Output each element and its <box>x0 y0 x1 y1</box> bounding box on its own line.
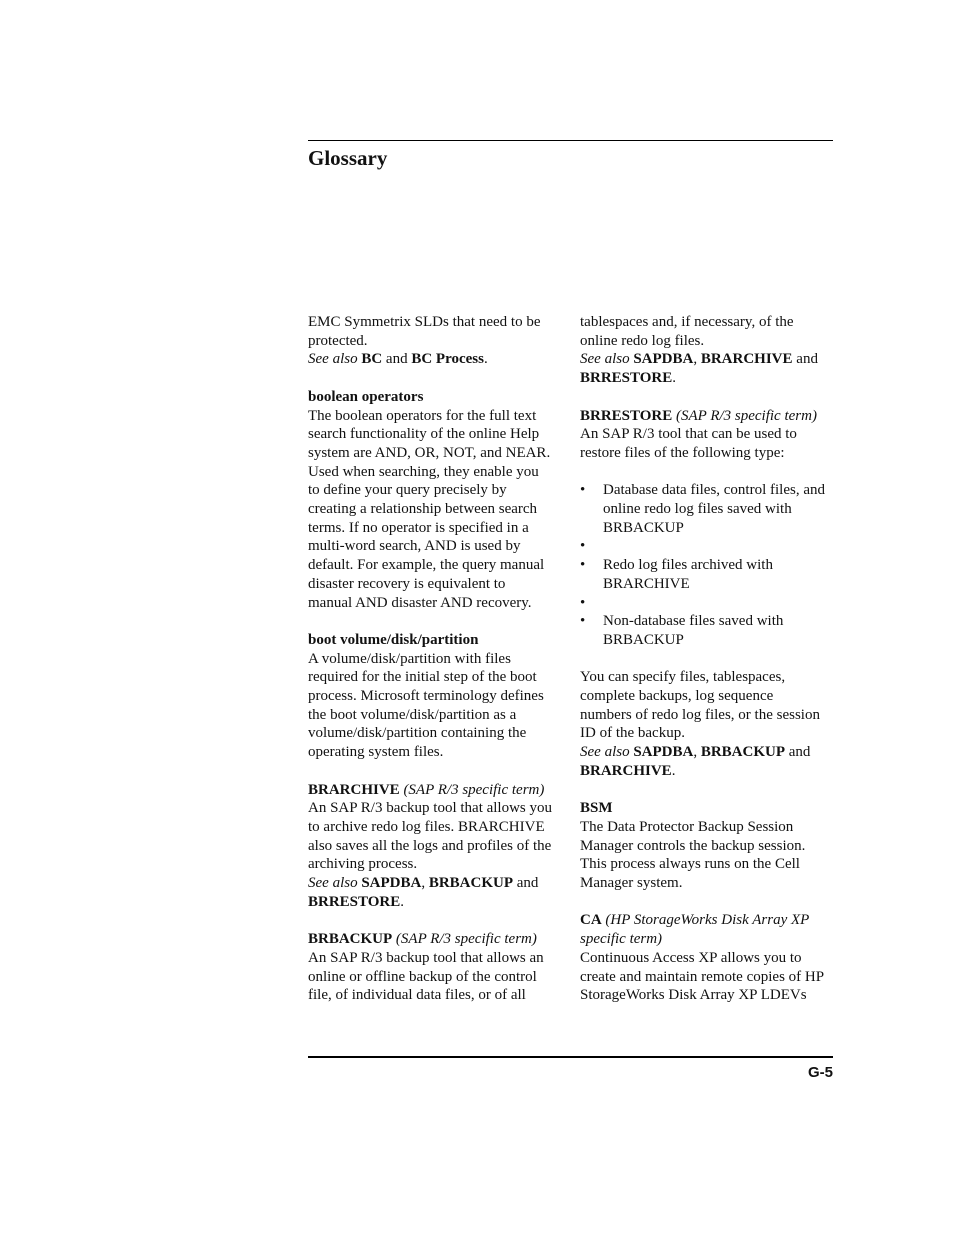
entry-text-line: online or offline backup of the control <box>308 968 537 985</box>
entry-text-line: ID of the backup. <box>580 725 685 742</box>
entry-text-line: operating system files. <box>308 744 444 761</box>
see-also-link[interactable]: BRBACKUP <box>700 744 786 761</box>
entry-text-line: multi-word search, AND is used by <box>308 538 521 555</box>
entry-heading <box>308 930 560 949</box>
entry-text-line: the boot volume/disk/partition as a <box>308 706 517 723</box>
entry-text-line: restore files of the following type: <box>580 444 785 461</box>
entry-bc-continuation <box>308 313 560 369</box>
entry-text-line: protected. <box>308 332 368 349</box>
footer-rule <box>308 1056 833 1058</box>
entry-text-line: Continuous Access XP allows you to <box>580 949 802 966</box>
entry-text-line: archiving process. <box>308 856 418 873</box>
entry-brbackup-continuation <box>580 313 832 388</box>
entry-qualifier: (SAP R/3 specific term) <box>395 931 537 948</box>
entry-text-line: The boolean operators for the full text <box>308 407 537 424</box>
entry-text-line: An SAP R/3 tool that can be used to <box>580 426 797 443</box>
see-also-and: and <box>788 744 811 761</box>
entry-qualifier: (SAP R/3 specific term) <box>676 407 817 424</box>
entry-text-line: numbers of redo log files, or the session <box>580 706 820 723</box>
bullet-text-line: online redo log files saved with <box>603 501 792 517</box>
entry-term: BSM <box>580 800 613 817</box>
bullet-text-line: • Non-database files saved with <box>603 613 784 630</box>
entry-text-line: volume/disk/partition containing the <box>308 725 527 742</box>
entry-text-line: file, of individual data files, or of all <box>308 987 526 1004</box>
see-also-line: BRRESTORE. <box>580 370 677 387</box>
see-also-label: See also <box>580 351 630 368</box>
entry-text-line: The Data Protector Backup Session <box>580 818 794 835</box>
entry-text-line: to define your query precisely by <box>308 482 507 499</box>
entry-heading <box>308 781 560 800</box>
entry-text-line: also saves all the logs and profiles of the <box>308 837 552 854</box>
see-also-and: and <box>385 351 408 368</box>
see-also-link[interactable]: BRBACKUP <box>428 875 514 892</box>
entry-text-line: required for the initial step of the boot <box>308 669 537 686</box>
entry-text-line: This process always runs on the Cell <box>580 856 800 873</box>
see-also-link[interactable]: BC <box>361 351 383 368</box>
entry-text-line: A volume/disk/partition with files <box>308 650 511 667</box>
entry-term: BRARCHIVE <box>308 781 400 798</box>
header-rule <box>308 140 833 141</box>
page-number: G-5 <box>807 1064 833 1081</box>
see-also-link[interactable]: SAPDBA <box>361 875 422 892</box>
entry-text-line: online redo log files. <box>580 332 705 349</box>
entry-ca <box>580 911 832 1005</box>
entry-text-line: An SAP R/3 backup tool that allows you <box>308 800 553 817</box>
see-also-line: BRRESTORE. <box>308 893 405 910</box>
bullet-item <box>580 556 832 593</box>
entry-brbackup <box>308 930 560 1005</box>
entry-text-line: process. Microsoft terminology defines <box>308 688 544 705</box>
glossary-column-left <box>308 313 560 1005</box>
see-also-line: See also BC and BC Process. <box>308 351 488 368</box>
entry-brrestore <box>580 407 832 781</box>
entry-term: boot volume/disk/partition <box>308 631 479 648</box>
bullet-list <box>580 481 832 649</box>
glossary-column-right <box>580 313 832 1005</box>
bullet-text-line: BRARCHIVE <box>603 575 690 592</box>
bullet-text-line: • Database data files, control files, and <box>603 482 825 499</box>
see-also-link[interactable]: BRRESTORE <box>308 893 401 910</box>
bullet-item <box>580 481 832 537</box>
entry-text-line: search functionality of the online Help <box>308 426 540 443</box>
see-also-link[interactable]: SAPDBA <box>633 351 694 368</box>
see-also-and: and <box>796 351 818 368</box>
entry-text-line: StorageWorks Disk Array XP LDEVs <box>580 987 807 1004</box>
entry-heading <box>580 911 832 930</box>
see-also-link[interactable]: SAPDBA <box>633 744 694 761</box>
see-also-label: See also <box>580 744 630 761</box>
entry-heading <box>580 407 832 426</box>
entry-qualifier: specific term) <box>580 931 663 948</box>
entry-text-line: manual AND disaster AND recovery. <box>308 594 532 611</box>
entry-text-line: create and maintain remote copies of HP <box>580 968 825 985</box>
see-also-line: See also SAPDBA, BRARCHIVE and <box>580 351 818 368</box>
bullet-text-line: BRBACKUP <box>603 519 684 536</box>
see-also-link[interactable]: BRRESTORE <box>580 370 673 387</box>
entry-text-line: disaster recovery is equivalent to <box>308 575 506 592</box>
entry-text-line: An SAP R/3 backup tool that allows an <box>308 949 544 966</box>
see-also-line: See also SAPDBA, BRBACKUP and <box>308 875 539 892</box>
entry-text-line: terms. If no operator is specified in a <box>308 519 529 536</box>
entry-qualifier: (HP StorageWorks Disk Array XP <box>605 912 810 929</box>
see-also-link[interactable]: BRARCHIVE <box>700 351 793 368</box>
entry-text-line: You can specify files, tablespaces, <box>580 669 786 686</box>
entry-boot-volume <box>308 631 560 762</box>
entry-term: BRRESTORE <box>580 407 673 424</box>
entry-term: BRBACKUP <box>308 931 393 948</box>
entry-qualifier: (SAP R/3 specific term) <box>403 781 545 798</box>
entry-term: boolean operators <box>308 388 424 405</box>
entry-brarchive <box>308 781 560 912</box>
entry-text-line: Manager system. <box>580 875 683 891</box>
see-also-and: and <box>516 875 539 892</box>
entry-text-line: tablespaces and, if necessary, of the <box>580 314 794 330</box>
entry-text-line: complete backups, log sequence <box>580 687 774 704</box>
see-also-line: BRARCHIVE. <box>580 762 676 779</box>
entry-text-line: creating a relationship between search <box>308 501 538 518</box>
entry-text-line: system are AND, OR, NOT, and NEAR. <box>308 444 551 461</box>
entry-text-line: Manager controls the backup session. <box>580 837 806 854</box>
bullet-item <box>580 612 832 649</box>
entry-text-line: EMC Symmetrix SLDs that need to be <box>308 314 541 330</box>
entry-term: CA <box>580 912 602 929</box>
entry-text-line: default. For example, the query manual <box>308 557 545 574</box>
page-title: Glossary <box>308 146 388 170</box>
entry-text-line: to archive redo log files. BRARCHIVE <box>308 818 545 835</box>
see-also-link[interactable]: BRARCHIVE <box>580 762 672 779</box>
entry-boolean-operators <box>308 388 560 612</box>
entry-text-line: Used when searching, they enable you <box>308 463 539 480</box>
see-also-line: See also SAPDBA, BRBACKUP and <box>580 744 811 761</box>
see-also-link[interactable]: BC Process <box>411 351 484 368</box>
see-also-label: See also <box>308 351 358 368</box>
bullet-text-line: • Redo log files archived with <box>603 557 773 574</box>
entry-bsm <box>580 799 832 893</box>
see-also-label: See also <box>308 875 358 892</box>
bullet-text-line: BRBACKUP <box>603 631 684 648</box>
